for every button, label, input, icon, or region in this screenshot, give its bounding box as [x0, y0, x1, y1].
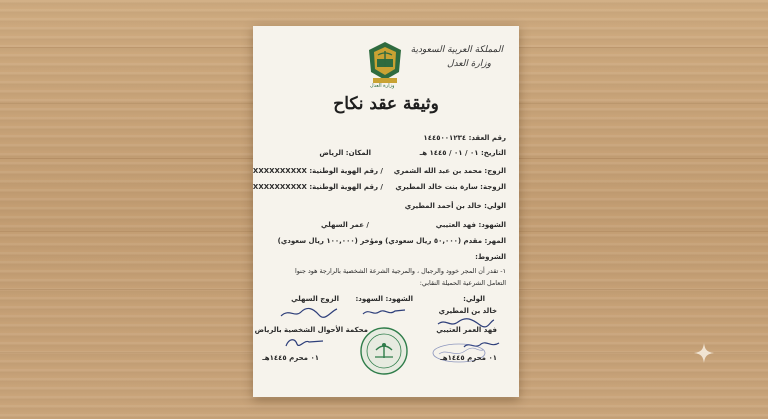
conditions-label: الشروط:	[475, 253, 506, 261]
bride-id: / رقم الهوية الوطنية: XXXXXXXXXX	[252, 183, 383, 191]
bride-name: الزوجة: سارة بنت خالد المطيري	[395, 183, 506, 191]
logo-caption: وزارة العدل	[370, 83, 395, 89]
ministry-logo-icon	[365, 40, 405, 84]
ministry-name: وزارة العدل	[447, 59, 491, 69]
document-title: وثيقة عقد نكاح	[333, 94, 439, 114]
court-name: محكمة الأحوال الشخصية بالرياض	[254, 326, 368, 334]
dowry: المهر: مقدم (٥٠,٠٠٠ ريال سعودي) ومؤخر (١٠٠,٠٠٠ ريال سعودي)	[277, 237, 506, 245]
sig-witnesses-label: الشهود: السهود:	[355, 295, 413, 303]
sig-groom-label: الزوج السهلي	[291, 295, 339, 303]
signature-witness-icon	[361, 304, 407, 323]
condition-line-2: التعامل الشرعية الحميلة النقابي:	[419, 279, 506, 287]
signature-court-icon	[283, 335, 327, 355]
condition-line-1: ١- تقدر أن المجر خوود والرجبال ، والمرجية الشرعة الشخصية بالرارجة هود جنوا	[294, 267, 506, 275]
witness-one: الشهود: فهد العتيبي	[435, 221, 506, 229]
date-right: ٠١ محرم ١٤٤٥هـ	[440, 354, 497, 362]
sparkle-icon	[694, 343, 714, 363]
sig-guardian-name: خالد بن المطيري	[438, 307, 497, 315]
date-left: ٠١ محرم ١٤٤٥هـ	[262, 354, 319, 362]
marriage-contract-document	[253, 26, 519, 397]
witness-two: / عمر السهلي	[321, 221, 369, 229]
sig-witness-name: فهد العمر العتيبي	[436, 326, 497, 334]
guardian-name: الولي: خالد بن أحمد المطيري	[404, 202, 506, 210]
contract-date: التاريخ: ٠١ / ٠١ / ١٤٤٥ هـ	[419, 149, 506, 157]
contract-number: رقم العقد: ١٤٤٥٠٠١٢٣٤	[423, 134, 506, 142]
groom-name: الزوج: محمد بن عبد الله الشمري	[393, 167, 506, 175]
groom-id: / رقم الهوية الوطنية: XXXXXXXXXX	[252, 167, 383, 175]
signature-groom-icon	[279, 305, 339, 324]
sig-guardian-label: الولي:	[463, 295, 485, 303]
official-seal-icon	[359, 326, 409, 376]
country-name: المملكة العربية السعودية	[410, 45, 503, 55]
contract-place: المكان: الرياض	[319, 149, 371, 157]
